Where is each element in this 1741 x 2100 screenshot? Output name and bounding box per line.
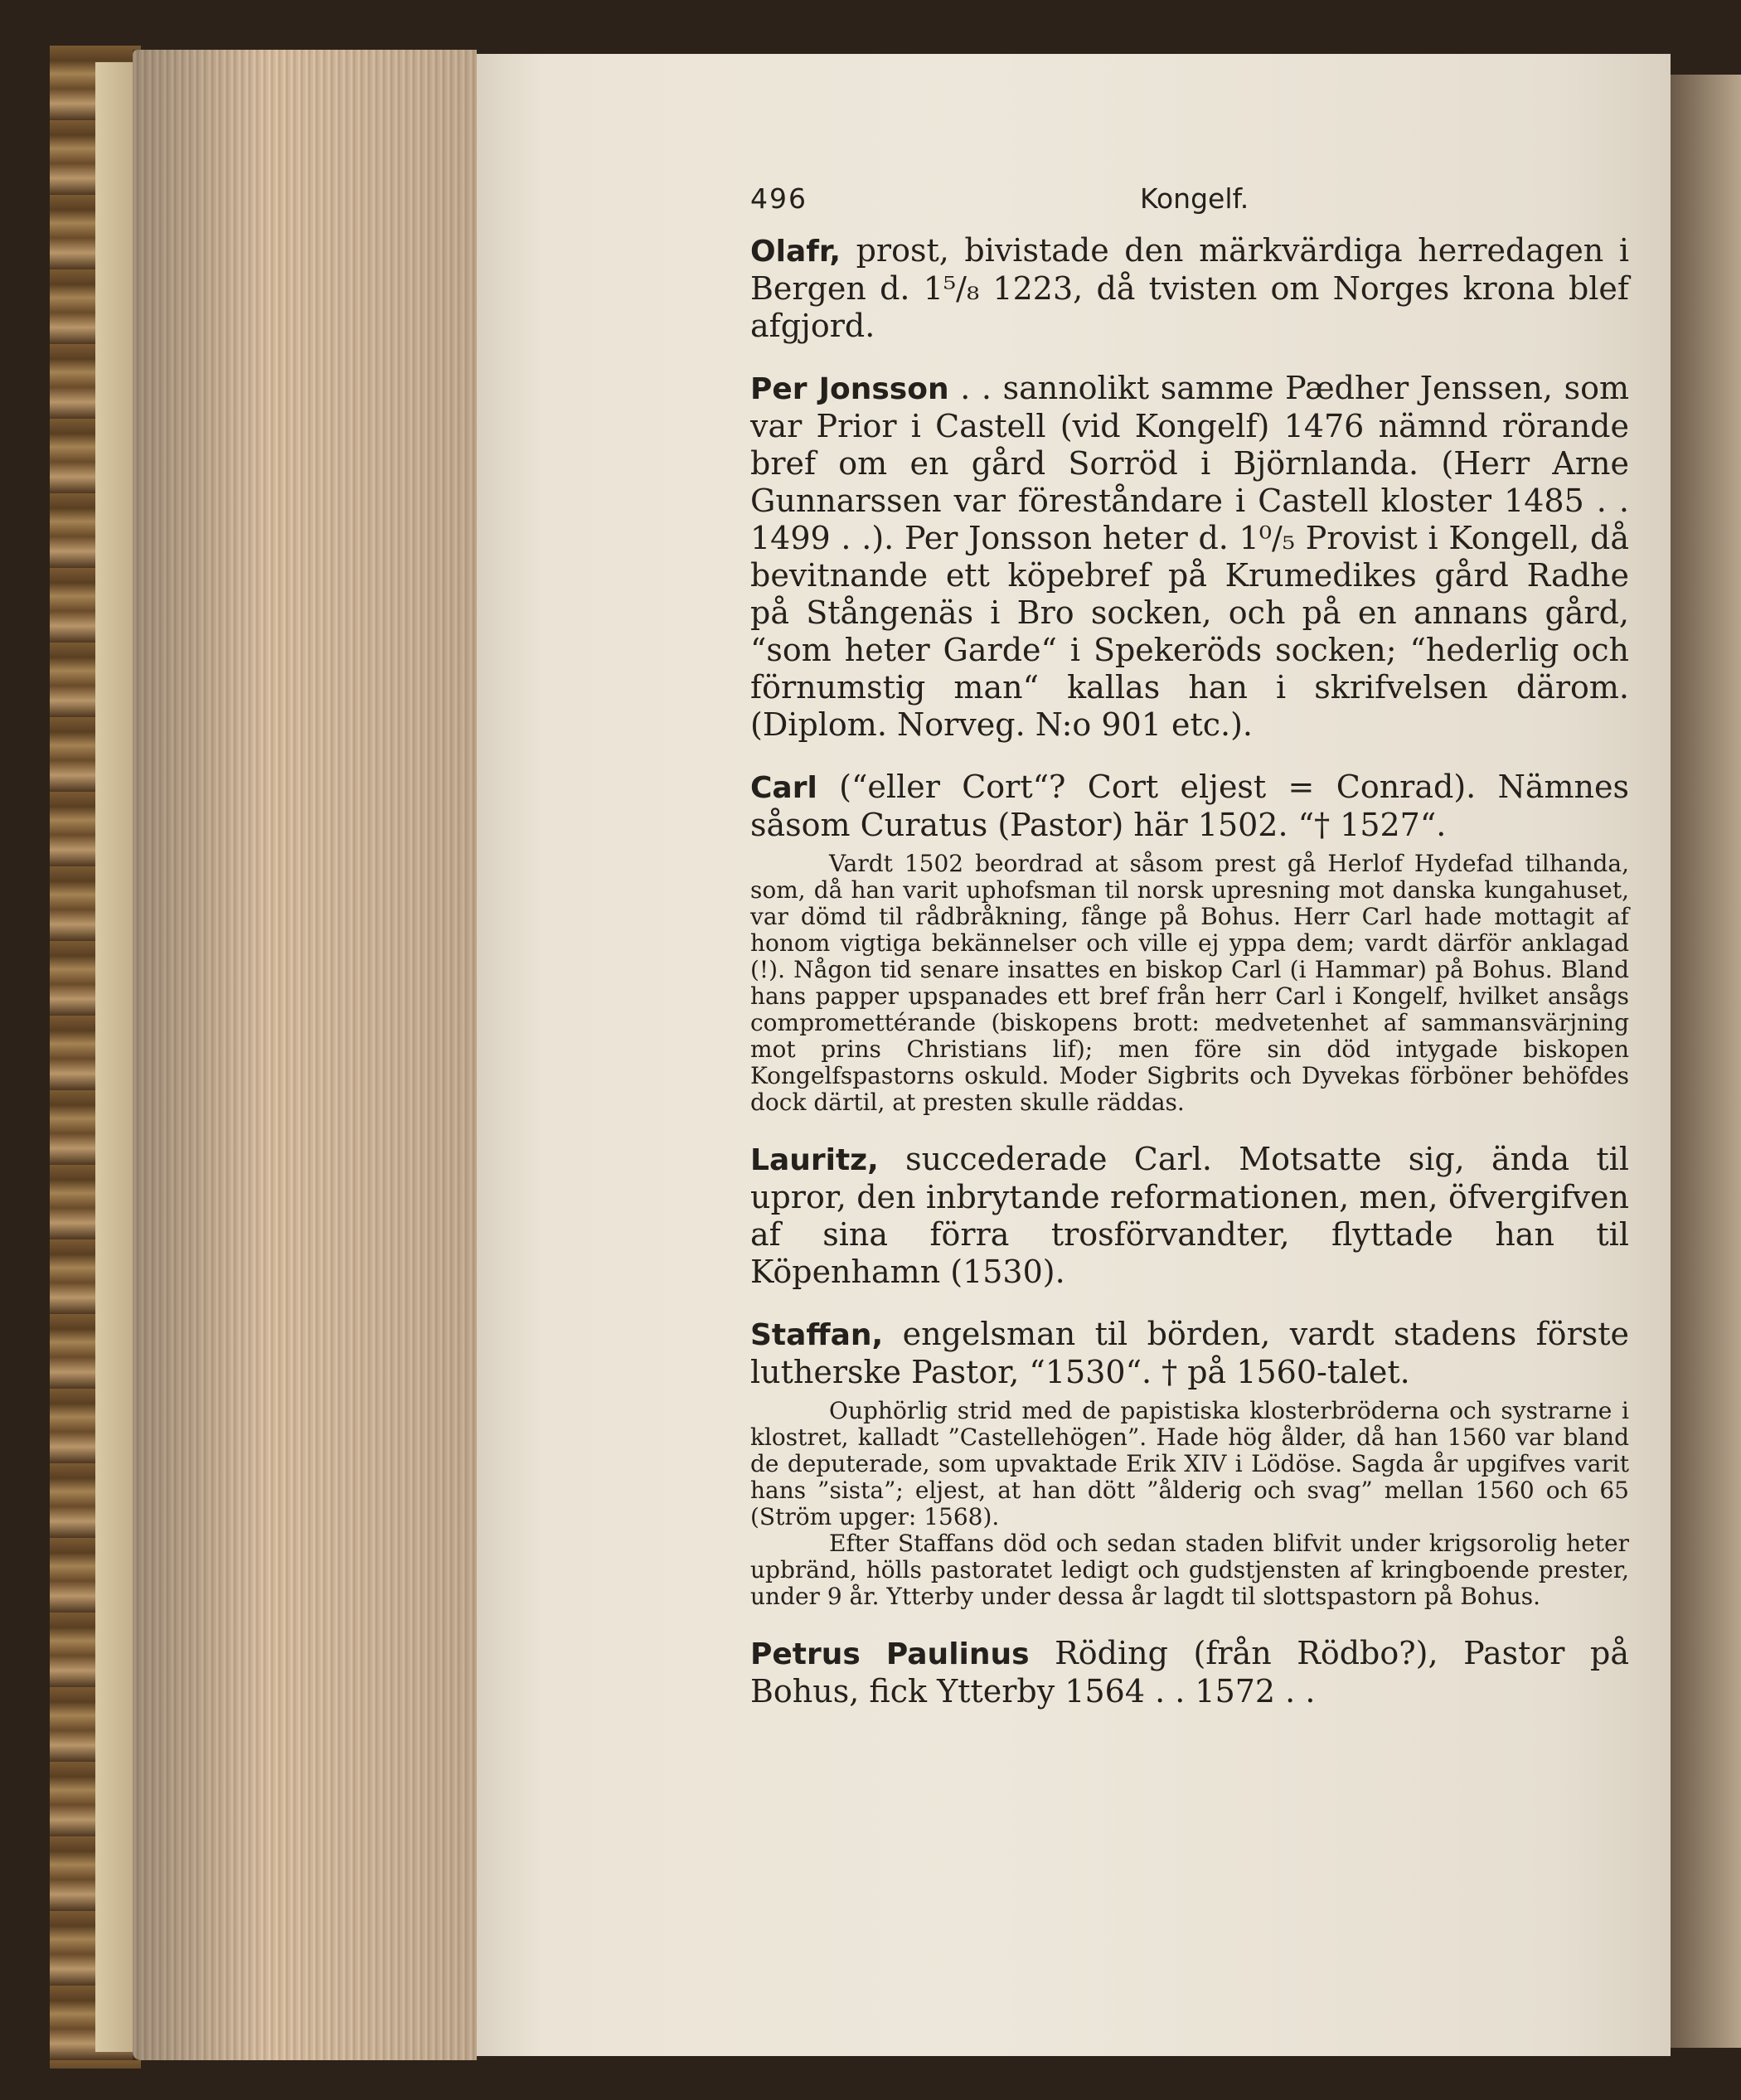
page-number: 496 (750, 182, 807, 215)
entry-text: Röding (från Rödbo?), Pastor på Bohus, fick Ytterby 1564 . . 1572 . . (750, 1635, 1629, 1710)
entry-per-jonsson (750, 370, 1629, 744)
page-edges-shadow (133, 50, 477, 2060)
entries-list (750, 232, 1629, 1710)
entry-note: Efter Staffans död och sedan staden blifvit under krigsorolig heter upbränd, hölls pastoratet ledigt och gudstjensten af kringboende prester, under 9 år. Ytterby under dessa år lagdt til slottspastorn på Bohus. (750, 1530, 1629, 1610)
facing-page-edge (1671, 75, 1741, 2048)
entry-text: . . sannolikt samme Pædher Jenssen, som var Prior i Castell (vid Kongelf) 1476 nämnd rörande bref om en gård Sorröd i Björnlanda. (Herr Arne Gunnarssen var föreståndare i Castell kloster 1485 . . 1499 . .). Per Jonsson heter d. 1⁰/₅ Provist i Kongell, då bevitnande ett köpebref på Krumedikes gård Radhe på Stångenäs i Bro socken, och på en annans gård, “som heter Garde“ i Spekeröds socken; “hederlig och förnumstig man“ kallas han i skrifvelsen därom. (Diplom. Norveg. N:o 901 etc.). (750, 370, 1629, 743)
entry-text: prost, bivistade den märkvärdiga herredagen i Bergen d. 1⁵/₈ 1223, då tvisten om Norges krona blef afgjord. (750, 232, 1629, 344)
entry-name: Petrus Paulinus (750, 1637, 1030, 1671)
entry-note: Ouphörlig strid med de papistiska klosterbröderna och systrarne i klostret, kalladt ”Castellehögen”. Hade hög ålder, då han 1560 var bland de deputerade, som upvaktade Erik XIV i Lödöse. Sagda år upgifves varit hans ”sista”; eljest, at han dött ”ålderig och svag” mellan 1560 och 65 (Ström upger: 1568). (750, 1397, 1629, 1530)
page-header (750, 174, 1629, 232)
running-title: Kongelf. (1140, 182, 1249, 215)
endpaper (95, 62, 133, 2052)
entry-heading (750, 769, 1629, 844)
entry-text: (“eller Cort“? Cort eljest = Conrad). Nämnes såsom Curatus (Pastor) här 1502. “† 1527“. (750, 769, 1629, 843)
entry-name: Staffan, (750, 1318, 884, 1352)
entry-petrus-paulinus (750, 1635, 1629, 1710)
entry-olafr (750, 232, 1629, 345)
entry-lauritz (750, 1141, 1629, 1291)
entry-name: Olafr, (750, 235, 841, 269)
entry-note: Vardt 1502 beordrad at såsom prest gå Herlof Hydefad tilhanda, som, då han varit uphofsman til norsk upresning mot danska kungahuset, var dömd til rådbråkning, fånge på Bohus. Herr Carl hade mottagit af honom vigtiga bekännelser och ville ej yppa dem; vardt därför anklagad (!). Någon tid senare insattes en biskop Carl (i Hammar) på Bohus. Bland hans papper upspanades ett bref från herr Carl i Kongelf, hvilket ansågs compromettérande (biskopens brott: medvetenhet af sammansvärjning mot prins Christians lif); men före sin död intygade biskopen Kongelfspastorns oskuld. Moder Sigbrits och Dyvekas förböner behöfdes dock därtil, at presten skulle räddas. (750, 850, 1629, 1116)
entry-heading (750, 1316, 1629, 1391)
entry-name: Carl (750, 771, 817, 805)
entry-staffan (750, 1316, 1629, 1610)
entry-text: succederade Carl. Motsatte sig, ända til upror, den inbrytande reformationen, men, öfvergifven af sina förra trosförvandter, flyttade han til Köpenhamn (1530). (750, 1141, 1629, 1290)
entry-name: Per Jonsson (750, 372, 949, 406)
page-text-block (750, 174, 1629, 1832)
entry-name: Lauritz, (750, 1143, 879, 1177)
entry-carl (750, 769, 1629, 1116)
entry-text: engelsman til börden, vardt stadens förste lutherske Pastor, “1530“. † på 1560-talet. (750, 1316, 1629, 1390)
